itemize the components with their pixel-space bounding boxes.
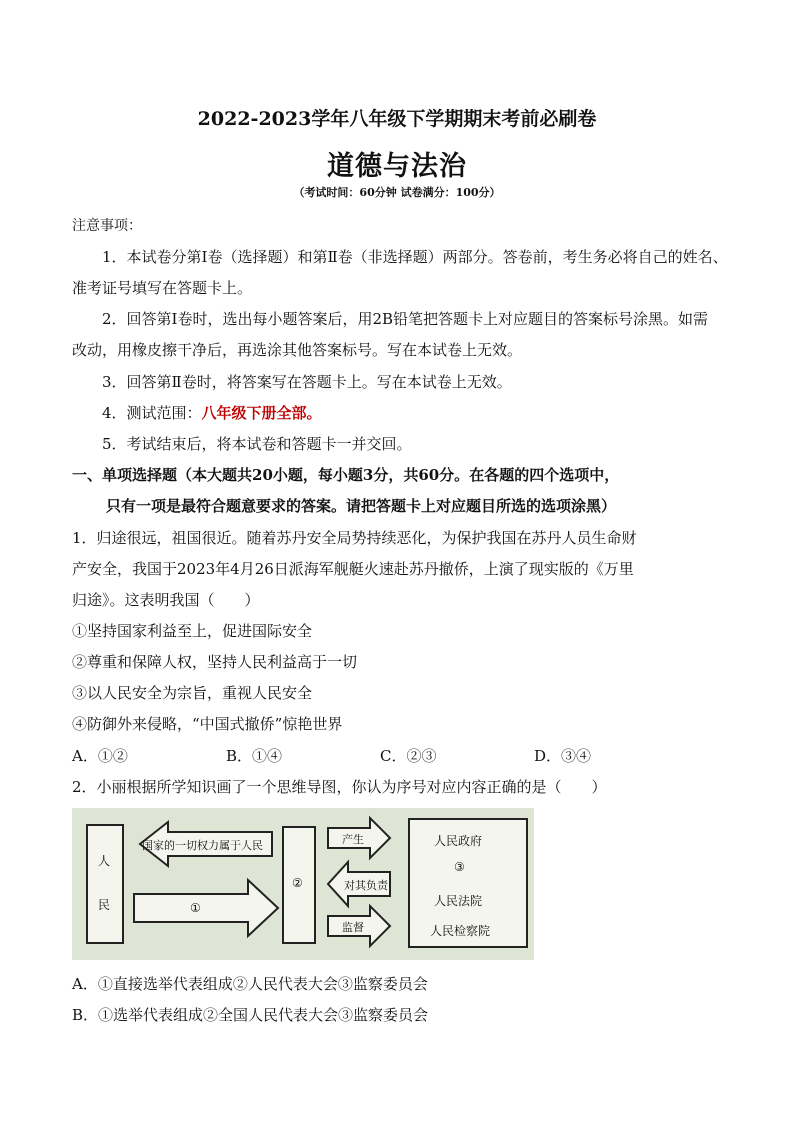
arrow-bottom-label: ① (190, 901, 201, 915)
q1-stem-line-1: 1．归途很远，祖国很近。随着苏丹安全局势持续恶化，为保护我国在苏丹人员生命财 (72, 529, 637, 547)
q1-statement-4: ④防御外来侵略，“中国式撤侨”惊艳世界 (72, 715, 343, 733)
q1-stem-line-2: 产安全，我国于2023年4月26日派海军舰艇火速赴苏丹撤侨，上演了现实版的《万里 (72, 560, 634, 578)
q1-statement-2: ②尊重和保障人权，坚持人民利益高于一切 (72, 653, 358, 671)
q2-option-b: B．①选举代表组成②全国人民代表大会③监察委员会 (72, 1006, 429, 1024)
note-4-range: 八年级下册全部。 (201, 404, 322, 422)
note-1-line-2: 准考证号填写在答题卡上。 (72, 279, 253, 297)
note-3: 3．回答第Ⅱ卷时，将答案写在答题卡上。写在本试卷上无效。 (102, 373, 512, 391)
government-label: 人民政府 (434, 834, 483, 848)
procuratorate-label: 人民检察院 (430, 924, 491, 938)
organ-3-label: ③ (454, 860, 465, 874)
produce-label: 产生 (342, 833, 364, 846)
arrow-elect-representatives (134, 880, 278, 936)
note-1-line-1: 1．本试卷分第Ⅰ卷（选择题）和第Ⅱ卷（非选择题）两部分。答卷前，考生务必将自己的姓名、 (102, 248, 728, 266)
note-5: 5．考试结束后，将本试卷和答题卡一并交回。 (102, 435, 412, 453)
section-1-heading-line-2: 只有一项是最符合题意要求的答案。请把答题卡上对应题目所选的选项涂黑） (106, 497, 617, 515)
section-1-heading-line-1: 一、单项选择题（本大题共20小题，每小题3分，共60分。在各题的四个选项中， (72, 466, 620, 484)
notes-heading: 注意事项： (72, 218, 142, 234)
arrow-top-label: 国家的一切权力属于人民 (142, 839, 263, 852)
q1-option-b: B．①④ (226, 747, 283, 765)
q1-option-d: D．③④ (534, 747, 592, 765)
note-4 (102, 403, 322, 423)
people-label-2: 民 (98, 898, 111, 912)
q1-statement-3: ③以人民安全为宗旨，重视人民安全 (72, 684, 313, 702)
supervise-label: 监督 (342, 921, 364, 934)
q1-stem-line-3: 归途》。这表明我国（ ） (72, 591, 260, 609)
middle-label: ② (292, 876, 303, 890)
q1-option-c: C．②③ (380, 747, 437, 765)
q1-statement-1: ①坚持国家利益至上，促进国际安全 (72, 622, 313, 640)
note-4-prefix: 4．测试范围： (102, 404, 202, 422)
note-2-line-2: 改动，用橡皮擦干净后，再选涂其他答案标号。写在本试卷上无效。 (72, 341, 523, 359)
responsible-label: 对其负责 (344, 879, 388, 892)
people-label-1: 人 (98, 854, 111, 868)
q2-stem: 2．小丽根据所学知识画了一个思维导图，你认为序号对应内容正确的是（ ） (72, 778, 607, 796)
court-label: 人民法院 (434, 894, 483, 908)
people-box (86, 824, 124, 944)
note-2-line-1: 2．回答第Ⅰ卷时，选出每小题答案后，用2B铅笔把答题卡上对应题目的答案标号涂黑。如需 (102, 310, 709, 328)
q1-option-a: A．①② (72, 747, 128, 765)
q2-mind-map (72, 808, 534, 960)
exam-info: （考试时间：60分钟 试卷满分：100分） (293, 186, 501, 199)
q2-option-a: A．①直接选举代表组成②人民代表大会③监察委员会 (72, 975, 428, 993)
subject-title: 道德与法治 (327, 151, 467, 182)
paper-title: 2022-2023学年八年级下学期期末考前必刷卷 (197, 108, 597, 130)
